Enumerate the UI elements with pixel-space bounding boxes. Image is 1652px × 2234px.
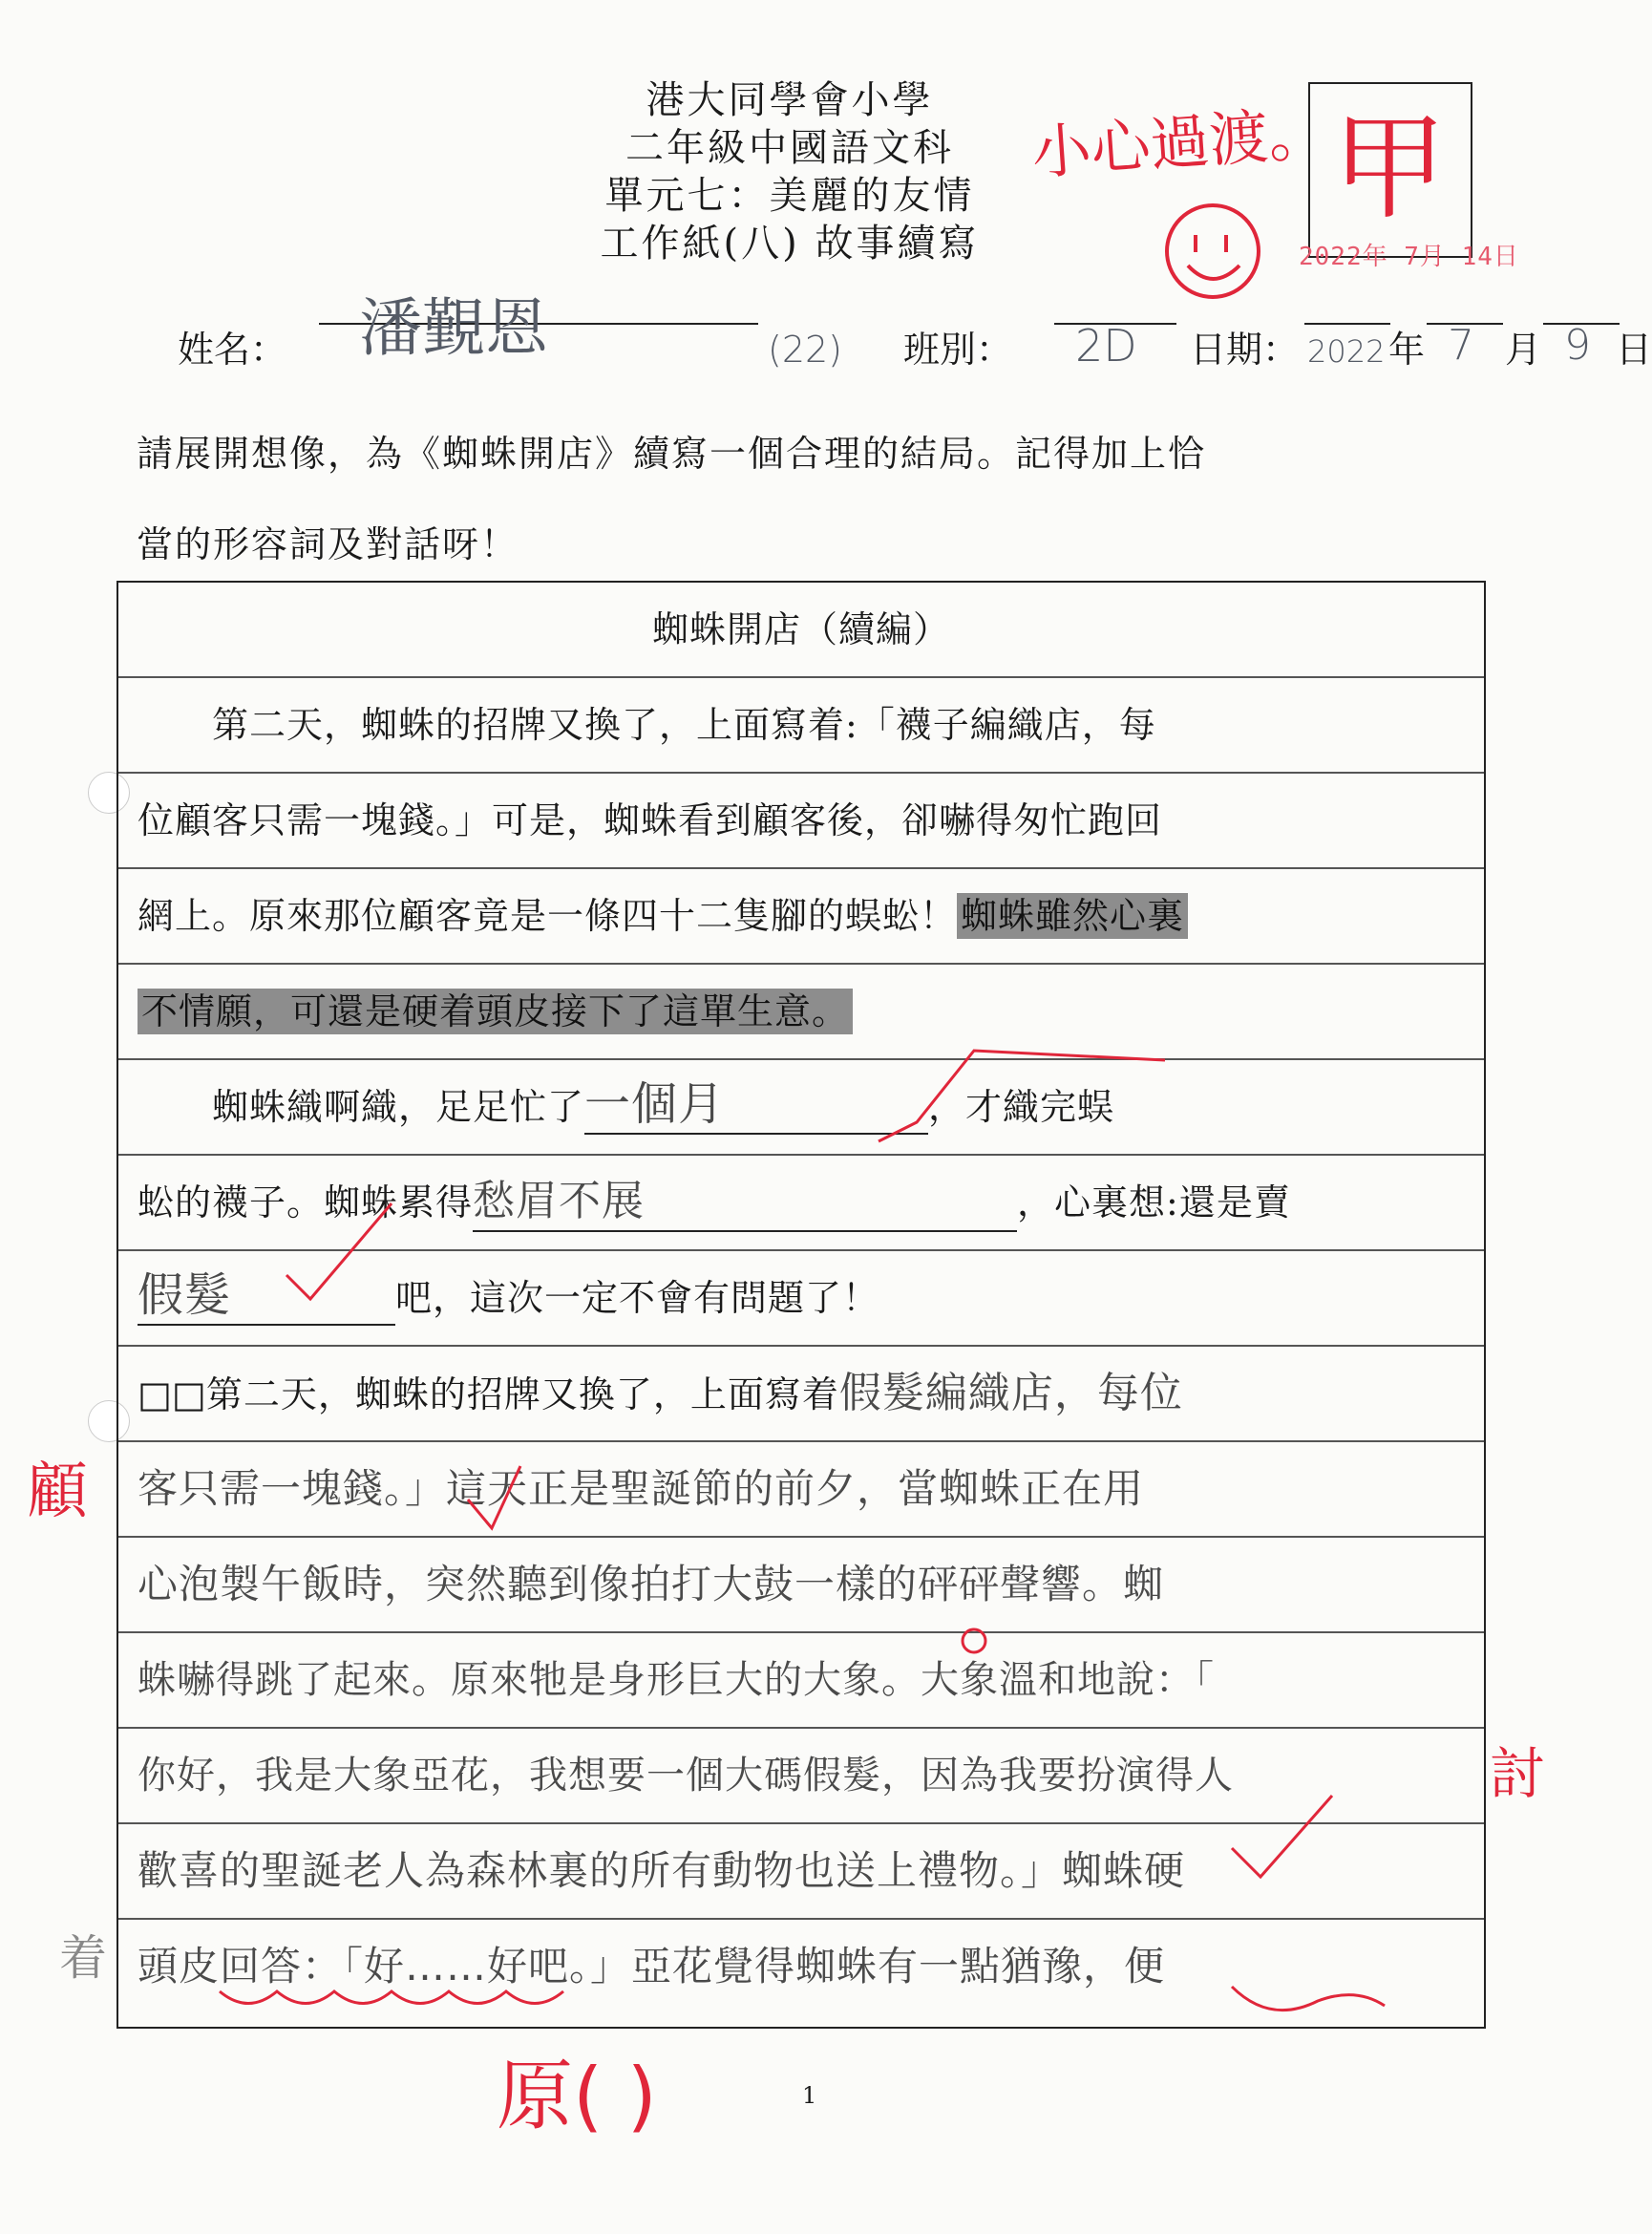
- story-text: □□第二天，蜘蛛的招牌又換了，上面寫着假髮編織店，每位: [138, 1369, 1183, 1417]
- story-text: 假髮 吧，這次一定不會有問題了！: [138, 1251, 1465, 1345]
- instruction-line: 當的形容詞及對話呀！: [137, 523, 519, 565]
- story-text: 網上。原來那位顧客竟是一條四十二隻腳的蜈蚣！ 蜘蛛雖然心裏: [138, 869, 1465, 963]
- handwritten-text: 歡喜的聖誕老人為森林裏的所有動物也送上禮物。」蜘蛛硬: [138, 1847, 1186, 1894]
- highlighted-text: 蜘蛛雖然心裏: [957, 893, 1188, 939]
- month-field[interactable]: 7: [1448, 321, 1474, 370]
- margin-correction: 原( ): [497, 2052, 657, 2140]
- wavy-underline: [1232, 1987, 1385, 2011]
- school-name: 港大同學會小學: [646, 78, 934, 122]
- day-unit: 日: [1616, 329, 1652, 371]
- error-circle: [963, 1629, 985, 1652]
- check-mark-icon: [879, 1051, 1165, 1141]
- day-field[interactable]: 9: [1564, 321, 1591, 370]
- name-label: 姓名：: [178, 329, 287, 371]
- year-field[interactable]: 2022: [1307, 333, 1386, 370]
- blank-field[interactable]: 假髮: [138, 1266, 395, 1326]
- worksheet-title: 工作紙(八) 故事續寫: [600, 222, 980, 266]
- handwritten-text: 你好，我是大象亞花，我想要一個大碼假髮，因為我要扮演得人: [138, 1754, 1234, 1798]
- page-number: 1: [802, 2082, 817, 2109]
- indent-boxes: □□: [138, 1373, 206, 1415]
- story-text: 位顧客只需一塊錢。」可是，蜘蛛看到顧客後，卻嚇得匆忙跑回: [138, 799, 1163, 841]
- handwritten-text: 頭皮回答：「好……好吧。」亞花覺得蜘蛛有一點猶豫，便: [138, 1943, 1166, 1989]
- check-mark-icon: [286, 1203, 392, 1299]
- story-title: 蜘蛛開店（續編）: [651, 608, 950, 650]
- story-text: 蚣的襪子。蜘蛛累得愁眉不展 ，心裏想:還是賣: [138, 1156, 1465, 1249]
- month-unit: 月: [1505, 329, 1542, 371]
- name-field[interactable]: 潘覲恩: [359, 291, 548, 365]
- story-text: 蜘蛛織啊織，足足忙了一個月 ，才織完蜈: [212, 1060, 1465, 1154]
- check-mark-icon: [1232, 1796, 1332, 1877]
- date-stamp: 2022年 7月 14日: [1299, 243, 1519, 271]
- class-field[interactable]: 2D: [1075, 320, 1137, 372]
- date-label: 日期：: [1190, 329, 1300, 371]
- blank-field[interactable]: 愁眉不展: [473, 1173, 1017, 1232]
- check-mark-icon: [468, 1466, 520, 1528]
- margin-note: 着: [59, 1930, 107, 1986]
- handwritten-text: 蛛嚇得跳了起來。原來牠是身形巨大的大象。大象溫和地說：「: [138, 1658, 1215, 1702]
- instruction-line: 請展開想像，為《蜘蛛開店》續寫一個合理的結局。記得加上恰: [137, 433, 1207, 475]
- highlighted-text: 不情願，可還是硬着頭皮接下了這單生意。: [138, 989, 853, 1034]
- handwritten-text: 客只需一塊錢。」這天正是聖誕節的前夕，當蜘蛛正在用: [138, 1465, 1145, 1512]
- unit-title: 單元七：美麗的友情: [604, 174, 975, 218]
- margin-correction: 顧: [27, 1457, 88, 1527]
- class-label: 班別：: [903, 329, 1013, 371]
- teacher-comment: 小心過渡。: [1029, 97, 1330, 188]
- year-unit: 年: [1388, 329, 1426, 371]
- margin-correction: 討: [1490, 1741, 1546, 1806]
- class-number: (22): [768, 329, 843, 371]
- blank-field[interactable]: 一個月: [584, 1075, 928, 1135]
- grade-mark: 甲: [1332, 102, 1447, 235]
- handwritten-text: 假髮編織店，每位: [838, 1369, 1183, 1417]
- wavy-underline: [220, 1991, 563, 2004]
- handwritten-text: 心泡製午飯時，突然聽到像拍打大鼓一樣的砰砰聲響。蜘: [138, 1561, 1165, 1607]
- story-text: 第二天，蜘蛛的招牌又換了，上面寫着:「襪子編織店，每: [212, 704, 1156, 746]
- grade-subject: 二年級中國語文科: [625, 126, 954, 170]
